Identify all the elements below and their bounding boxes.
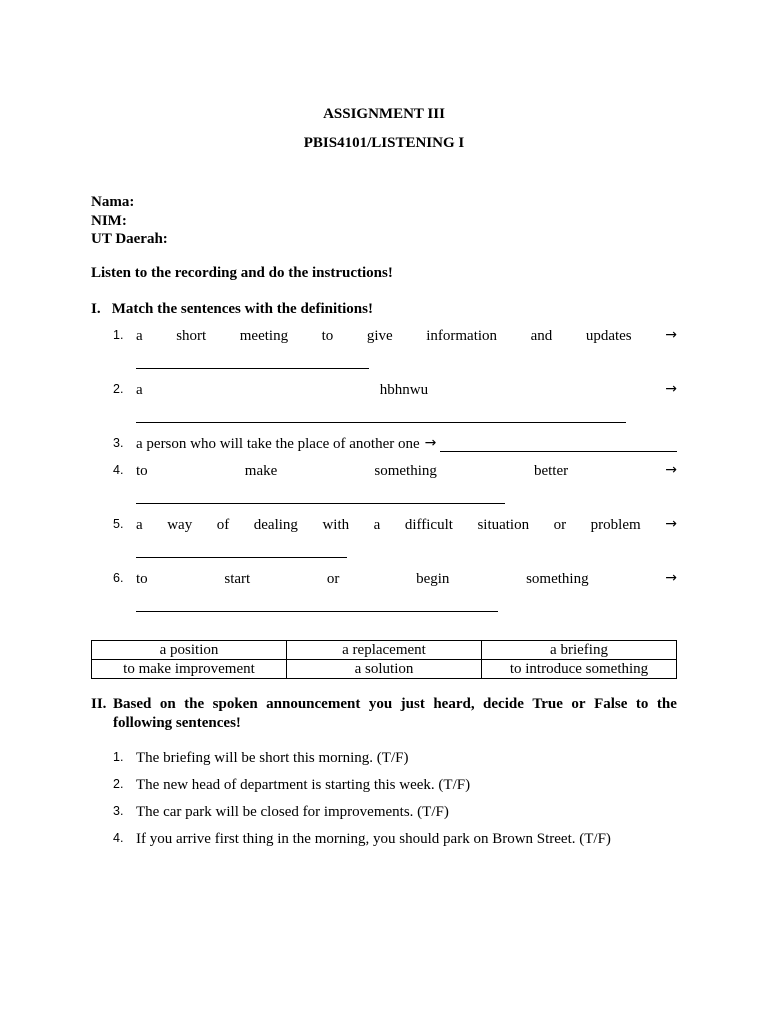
answer-blank[interactable] [440,435,677,452]
word: something [374,463,437,479]
word: situation [477,517,530,533]
word: something [526,571,589,587]
word: to [136,463,148,479]
item-number: 3. [113,804,124,818]
word: announcement [266,696,361,712]
word: decide [483,696,524,712]
word: begin [416,571,450,587]
word: the [184,696,205,712]
section-2-numeral: II. [91,696,107,712]
word: a [373,517,381,533]
word: with [322,517,350,533]
word: better [533,463,569,479]
item-text-line [136,381,677,399]
item-text: The car park will be closed for improvements. (T/F) [136,804,449,820]
word: difficult [404,517,453,533]
word: of [216,517,230,533]
answer-blank[interactable] [136,557,347,558]
item-text-line [136,327,677,345]
item-number: 2. [113,777,124,791]
answer-blank[interactable] [136,368,369,369]
word: the [656,696,677,712]
answer-blank[interactable] [136,422,626,423]
word: just [400,696,425,712]
word: False [594,696,628,712]
word: problem [590,517,641,533]
item-text-line [136,462,677,480]
definitions-table [91,640,677,679]
item-number: 6. [113,571,124,585]
item-text: The briefing will be short this morning. (T/F) [136,750,409,766]
item-number: 2. [113,382,124,396]
answer-blank[interactable] [136,503,505,504]
table-cell: a position [92,641,287,660]
section-2-title-line-1 [113,695,677,714]
section-2-title [113,695,677,733]
name-field-label: Nama: [91,194,135,210]
item-text-line [136,435,677,453]
course-title: PBIS4101/LISTENING I [303,135,465,151]
word: dealing [253,517,298,533]
arrow-right-icon: → [665,381,677,397]
word: to [136,571,148,587]
item-number: 3. [113,436,124,450]
word: short [176,328,207,344]
item-text: a person who will take the place of another one [136,436,420,452]
table-row [92,641,677,660]
word: a [136,517,143,533]
word: to [635,696,649,712]
arrow-right-icon: → [665,327,677,343]
answer-blank[interactable] [136,611,498,612]
word: you [368,696,393,712]
table-cell: to introduce something [482,660,677,679]
section-2-title-line-2: following sentences! [113,715,241,731]
word: a [136,382,143,398]
table-cell: to make improvement [92,660,287,679]
section-1-title: Match the sentences with the definitions! [111,301,373,317]
word: and [530,328,553,344]
table-row [92,660,677,679]
section-2-heading [91,695,677,733]
nim-field-label: NIM: [91,212,127,229]
word: or [326,571,340,587]
word: spoken [212,696,258,712]
word: or [571,696,586,712]
word: or [553,517,567,533]
item-number: 1. [113,750,124,764]
table-cell: a briefing [482,641,677,660]
word: Based [113,696,152,712]
arrow-right-icon: → [665,462,677,478]
item-text: If you arrive first thing in the morning, you should park on Brown Street. (T/F) [136,831,611,847]
word: on [159,696,176,712]
word: heard, [433,696,475,712]
word: updates [585,328,632,344]
arrow-right-icon: → [665,570,677,586]
word: information [426,328,498,344]
item-number: 5. [113,517,124,531]
item-text: The new head of department is starting this week. (T/F) [136,777,471,793]
word: way [167,517,193,533]
student-info [91,193,168,249]
word: start [224,571,251,587]
assignment-title: ASSIGNMENT III [323,106,445,122]
item-text-line [136,516,677,534]
word: True [532,696,563,712]
arrow-right-icon: → [424,435,437,451]
item-number: 4. [113,463,124,477]
ut-daerah-field-label: UT Daerah: [91,231,168,247]
table-cell: a replacement [287,641,482,660]
arrow-right-icon: → [665,516,677,532]
item-text-line [136,570,677,588]
item-number: 1. [113,328,124,342]
section-1-numeral: I. [91,301,101,317]
word: make [244,463,278,479]
word: a [136,328,143,344]
word: meeting [239,328,289,344]
table-cell: a solution [287,660,482,679]
word: give [366,328,393,344]
general-instruction: Listen to the recording and do the instructions! [91,265,393,281]
section-1-heading [91,300,373,318]
item-number: 4. [113,831,124,845]
word: to [321,328,334,344]
word: hbhnwu [379,382,429,398]
